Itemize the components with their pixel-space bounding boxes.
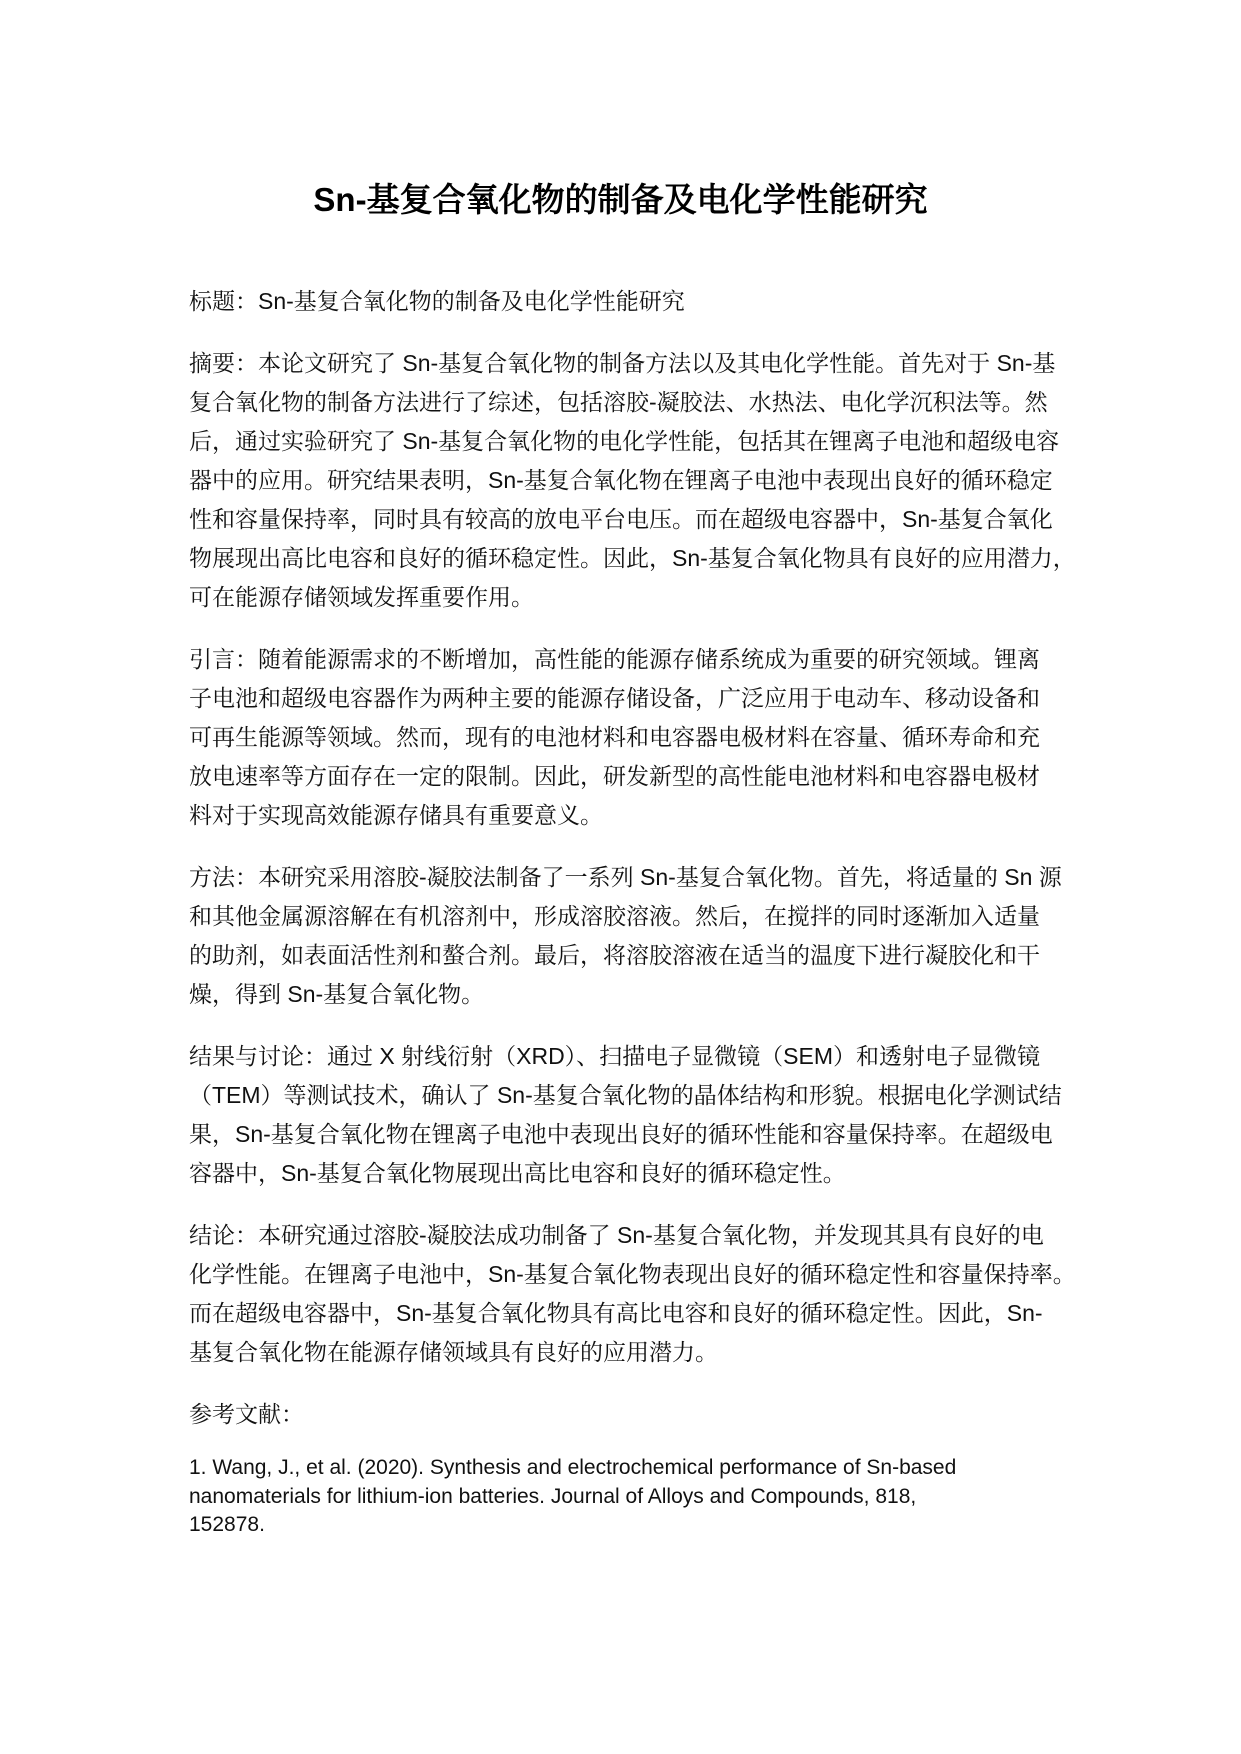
document-title: Sn-基复合氧化物的制备及电化学性能研究 xyxy=(313,181,928,218)
abstract-line: 物展现出高比电容和良好的循环稳定性。因此，Sn-基复合氧化物具有良好的应用潜力， xyxy=(189,545,1076,571)
references-heading-paragraph xyxy=(189,1395,1109,1434)
abstract-line: 器中的应用。研究结果表明，Sn-基复合氧化物在锂离子电池中表现出良好的循环稳定 xyxy=(189,467,1053,493)
results-line: 容器中，Sn-基复合氧化物展现出高比电容和良好的循环稳定性。 xyxy=(189,1160,846,1186)
methods-line: 方法：本研究采用溶胶-凝胶法制备了一系列 Sn-基复合氧化物。首先，将适量的 Sn 源 xyxy=(189,864,1062,890)
conclusion-line: 化学性能。在锂离子电池中，Sn-基复合氧化物表现出良好的循环稳定性和容量保持率。 xyxy=(189,1261,1076,1287)
introduction-line: 子电池和超级电容器作为两种主要的能源存储设备，广泛应用于电动车、移动设备和 xyxy=(189,685,1040,711)
conclusion-line: 而在超级电容器中，Sn-基复合氧化物具有高比电容和良好的循环稳定性。因此，Sn- xyxy=(189,1300,1043,1326)
introduction-line: 放电速率等方面存在一定的限制。因此，研发新型的高性能电池材料和电容器电极材 xyxy=(189,763,1040,789)
results-line: 果，Sn-基复合氧化物在锂离子电池中表现出良好的循环性能和容量保持率。在超级电 xyxy=(189,1121,1053,1147)
introduction-line: 料对于实现高效能源存储具有重要意义。 xyxy=(189,802,603,828)
introduction-line: 可再生能源等领域。然而，现有的电池材料和电容器电极材料在容量、循环寿命和充 xyxy=(189,724,1040,750)
reference-entry xyxy=(189,1454,1109,1540)
abstract-line: 复合氧化物的制备方法进行了综述，包括溶胶-凝胶法、水热法、电化学沉积法等。然 xyxy=(189,389,1048,415)
abstract-line: 摘要：本论文研究了 Sn-基复合氧化物的制备方法以及其电化学性能。首先对于 Sn-基 xyxy=(189,350,1056,376)
introduction-paragraph xyxy=(189,640,1109,835)
reference-line: 152878. xyxy=(189,1513,265,1537)
methods-paragraph xyxy=(189,858,1109,1014)
document-body xyxy=(189,282,1109,1563)
reference-line: 1. Wang, J., et al. (2020). Synthesis and electrochemical performance of Sn-based xyxy=(189,1456,957,1479)
conclusion-line: 基复合氧化物在能源存储领域具有良好的应用潜力。 xyxy=(189,1339,718,1365)
reference-line: nanomaterials for lithium-ion batteries. Journal of Alloys and Compounds, 818, xyxy=(189,1484,917,1508)
abstract-line: 可在能源存储领域发挥重要作用。 xyxy=(189,584,534,610)
introduction-line: 引言：随着能源需求的不断增加，高性能的能源存储系统成为重要的研究领域。锂离 xyxy=(189,646,1040,672)
methods-line: 的助剂，如表面活性剂和螯合剂。最后，将溶胶溶液在适当的温度下进行凝胶化和干 xyxy=(189,942,1040,968)
abstract-line: 后，通过实验研究了 Sn-基复合氧化物的电化学性能，包括其在锂离子电池和超级电容 xyxy=(189,428,1060,454)
title-label-line: 标题：Sn-基复合氧化物的制备及电化学性能研究 xyxy=(189,288,685,314)
abstract-line: 性和容量保持率，同时具有较高的放电平台电压。而在超级电容器中，Sn-基复合氧化 xyxy=(189,506,1053,532)
references-heading: 参考文献： xyxy=(189,1401,304,1427)
conclusion-line: 结论：本研究通过溶胶-凝胶法成功制备了 Sn-基复合氧化物，并发现其具有良好的电 xyxy=(189,1222,1044,1248)
abstract-paragraph xyxy=(189,344,1109,617)
conclusion-paragraph xyxy=(189,1216,1109,1372)
results-line: （TEM）等测试技术，确认了 Sn-基复合氧化物的晶体结构和形貌。根据电化学测试结 xyxy=(189,1082,1062,1108)
methods-line: 燥，得到 Sn-基复合氧化物。 xyxy=(189,981,485,1007)
results-paragraph xyxy=(189,1037,1109,1193)
methods-line: 和其他金属源溶解在有机溶剂中，形成溶胶溶液。然后，在搅拌的同时逐渐加入适量 xyxy=(189,903,1040,929)
results-line: 结果与讨论：通过 X 射线衍射（XRD）、扫描电子显微镜（SEM）和透射电子显微镜 xyxy=(189,1043,1041,1069)
title-label-paragraph xyxy=(189,282,1109,321)
